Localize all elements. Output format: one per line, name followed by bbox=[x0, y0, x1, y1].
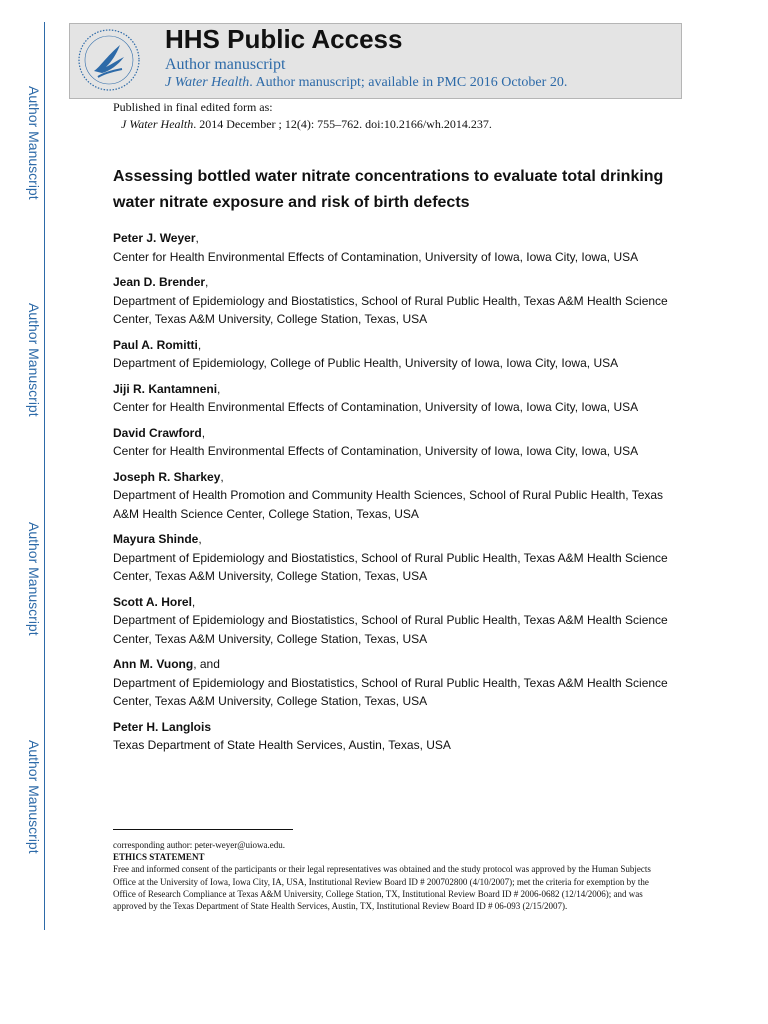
author-entry bbox=[113, 336, 673, 373]
footnotes bbox=[113, 839, 658, 912]
journal-name: J Water Health bbox=[165, 75, 250, 90]
author-entry bbox=[113, 273, 673, 329]
author-entry bbox=[113, 424, 673, 461]
author-separator: , bbox=[201, 425, 206, 440]
citation-line bbox=[121, 117, 492, 132]
author-affiliation: Department of Epidemiology and Biostatistics, School of Rural Public Health, Texas A&M Health Science Center, Texas A&M University, College Station, Texas, USA bbox=[113, 613, 668, 646]
author-separator: , bbox=[195, 231, 199, 245]
author-name: Peter J. Weyer bbox=[113, 231, 196, 245]
author-name: Ann M. Vuong bbox=[113, 657, 194, 671]
citation-details: . 2014 December ; 12(4): 755–762. doi:10.2166/wh.2014.237. bbox=[193, 117, 492, 131]
author-entry bbox=[113, 468, 673, 524]
author-name: David Crawford bbox=[113, 425, 202, 440]
author-separator: , bbox=[217, 381, 221, 396]
author-affiliation: Department of Epidemiology and Biostatistics, School of Rural Public Health, Texas A&M Health Science Center, Texas A&M University, College Station, Texas, USA bbox=[113, 675, 668, 708]
author-affiliation: Department of Epidemiology and Biostatistics, School of Rural Public Health, Texas A&M Health Science Center, Texas A&M University, College Station, Texas, USA bbox=[113, 293, 668, 326]
author-manuscript-label: Author manuscript bbox=[165, 56, 286, 73]
margin-divider bbox=[44, 22, 45, 930]
ethics-statement-text: Free and informed consent of the participants or their legal representatives was obtained and the study protocol was approved by the Human Subjects Office at the University of Iowa, Iowa City, IA, USA, Institutional Review Board ID # 200702800 (4/10/2007); met the criteria for exemption by the Office of Research Compliance at Texas A&M University, College Station, TX, Institutional Review Board ID # 2006-0682 (12/14/2006); and was approved by the Texas Department of State Health Services, Austin, TX, Institutional Review Board ID # 06-093 (2/15/2007). bbox=[113, 864, 651, 912]
author-name: Joseph R. Sharkey bbox=[113, 469, 221, 484]
author-name: Scott A. Horel bbox=[113, 594, 192, 609]
author-entry bbox=[113, 380, 673, 417]
author-name: Paul A. Romitti bbox=[113, 337, 198, 352]
author-entry bbox=[113, 593, 673, 649]
side-label-author-manuscript: Author Manuscript bbox=[26, 522, 42, 636]
side-label-author-manuscript: Author Manuscript bbox=[26, 86, 42, 200]
author-separator: , bbox=[198, 532, 202, 546]
side-label-author-manuscript: Author Manuscript bbox=[26, 740, 42, 854]
author-affiliation: Center for Health Environmental Effects of Contamination, University of Iowa, Iowa City, Iowa, USA bbox=[113, 249, 639, 264]
author-entry bbox=[113, 530, 673, 586]
author-affiliation: Texas Department of State Health Services, Austin, Texas, USA bbox=[113, 738, 451, 752]
author-affiliation: Center for Health Environmental Effects of Contamination, University of Iowa, Iowa City, Iowa, USA bbox=[113, 444, 639, 458]
author-name: Jean D. Brender bbox=[113, 275, 206, 289]
author-name: Peter H. Langlois bbox=[113, 719, 212, 734]
author-entry bbox=[113, 229, 673, 266]
author-separator: , bbox=[197, 337, 202, 352]
author-affiliation: Department of Health Promotion and Community Health Sciences, School of Rural Public Health, Texas A&M Health Science Center, College Station, Texas, USA bbox=[113, 488, 664, 521]
corresponding-author-note: corresponding author: peter-weyer@uiowa.edu. bbox=[113, 840, 286, 850]
citation-journal-name: J Water Health bbox=[121, 117, 194, 131]
author-separator: , bbox=[191, 594, 196, 609]
article-title: Assessing bottled water nitrate concentrations to evaluate total drinking water nitrate exposure and risk of birth defects bbox=[113, 168, 664, 211]
hhs-eagle-logo-icon bbox=[76, 27, 142, 93]
hhs-public-access-title: HHS Public Access bbox=[165, 24, 403, 54]
ethics-statement-heading: ETHICS STATEMENT bbox=[113, 852, 205, 863]
author-entry bbox=[113, 718, 673, 755]
author-affiliation: Center for Health Environmental Effects of Contamination, University of Iowa, Iowa City, Iowa, USA bbox=[113, 400, 639, 414]
author-separator: , bbox=[205, 275, 209, 289]
availability-text: . Author manuscript; available in PMC 2016 October 20. bbox=[249, 75, 568, 90]
published-form-label: Published in final edited form as: bbox=[113, 100, 273, 114]
author-name: Jiji R. Kantamneni bbox=[113, 381, 218, 396]
author-list bbox=[113, 229, 673, 762]
author-affiliation: Department of Epidemiology and Biostatistics, School of Rural Public Health, Texas A&M Health Science Center, Texas A&M University, College Station, Texas, USA bbox=[113, 550, 668, 583]
side-label-author-manuscript: Author Manuscript bbox=[26, 303, 42, 417]
author-separator: , and bbox=[193, 657, 220, 671]
author-affiliation: Department of Epidemiology, College of Public Health, University of Iowa, Iowa City, Iowa, USA bbox=[113, 356, 619, 370]
journal-availability-line bbox=[165, 75, 567, 91]
author-separator: , bbox=[220, 469, 224, 484]
author-name: Mayura Shinde bbox=[113, 532, 199, 546]
footnote-divider bbox=[113, 829, 293, 830]
author-entry bbox=[113, 655, 673, 711]
